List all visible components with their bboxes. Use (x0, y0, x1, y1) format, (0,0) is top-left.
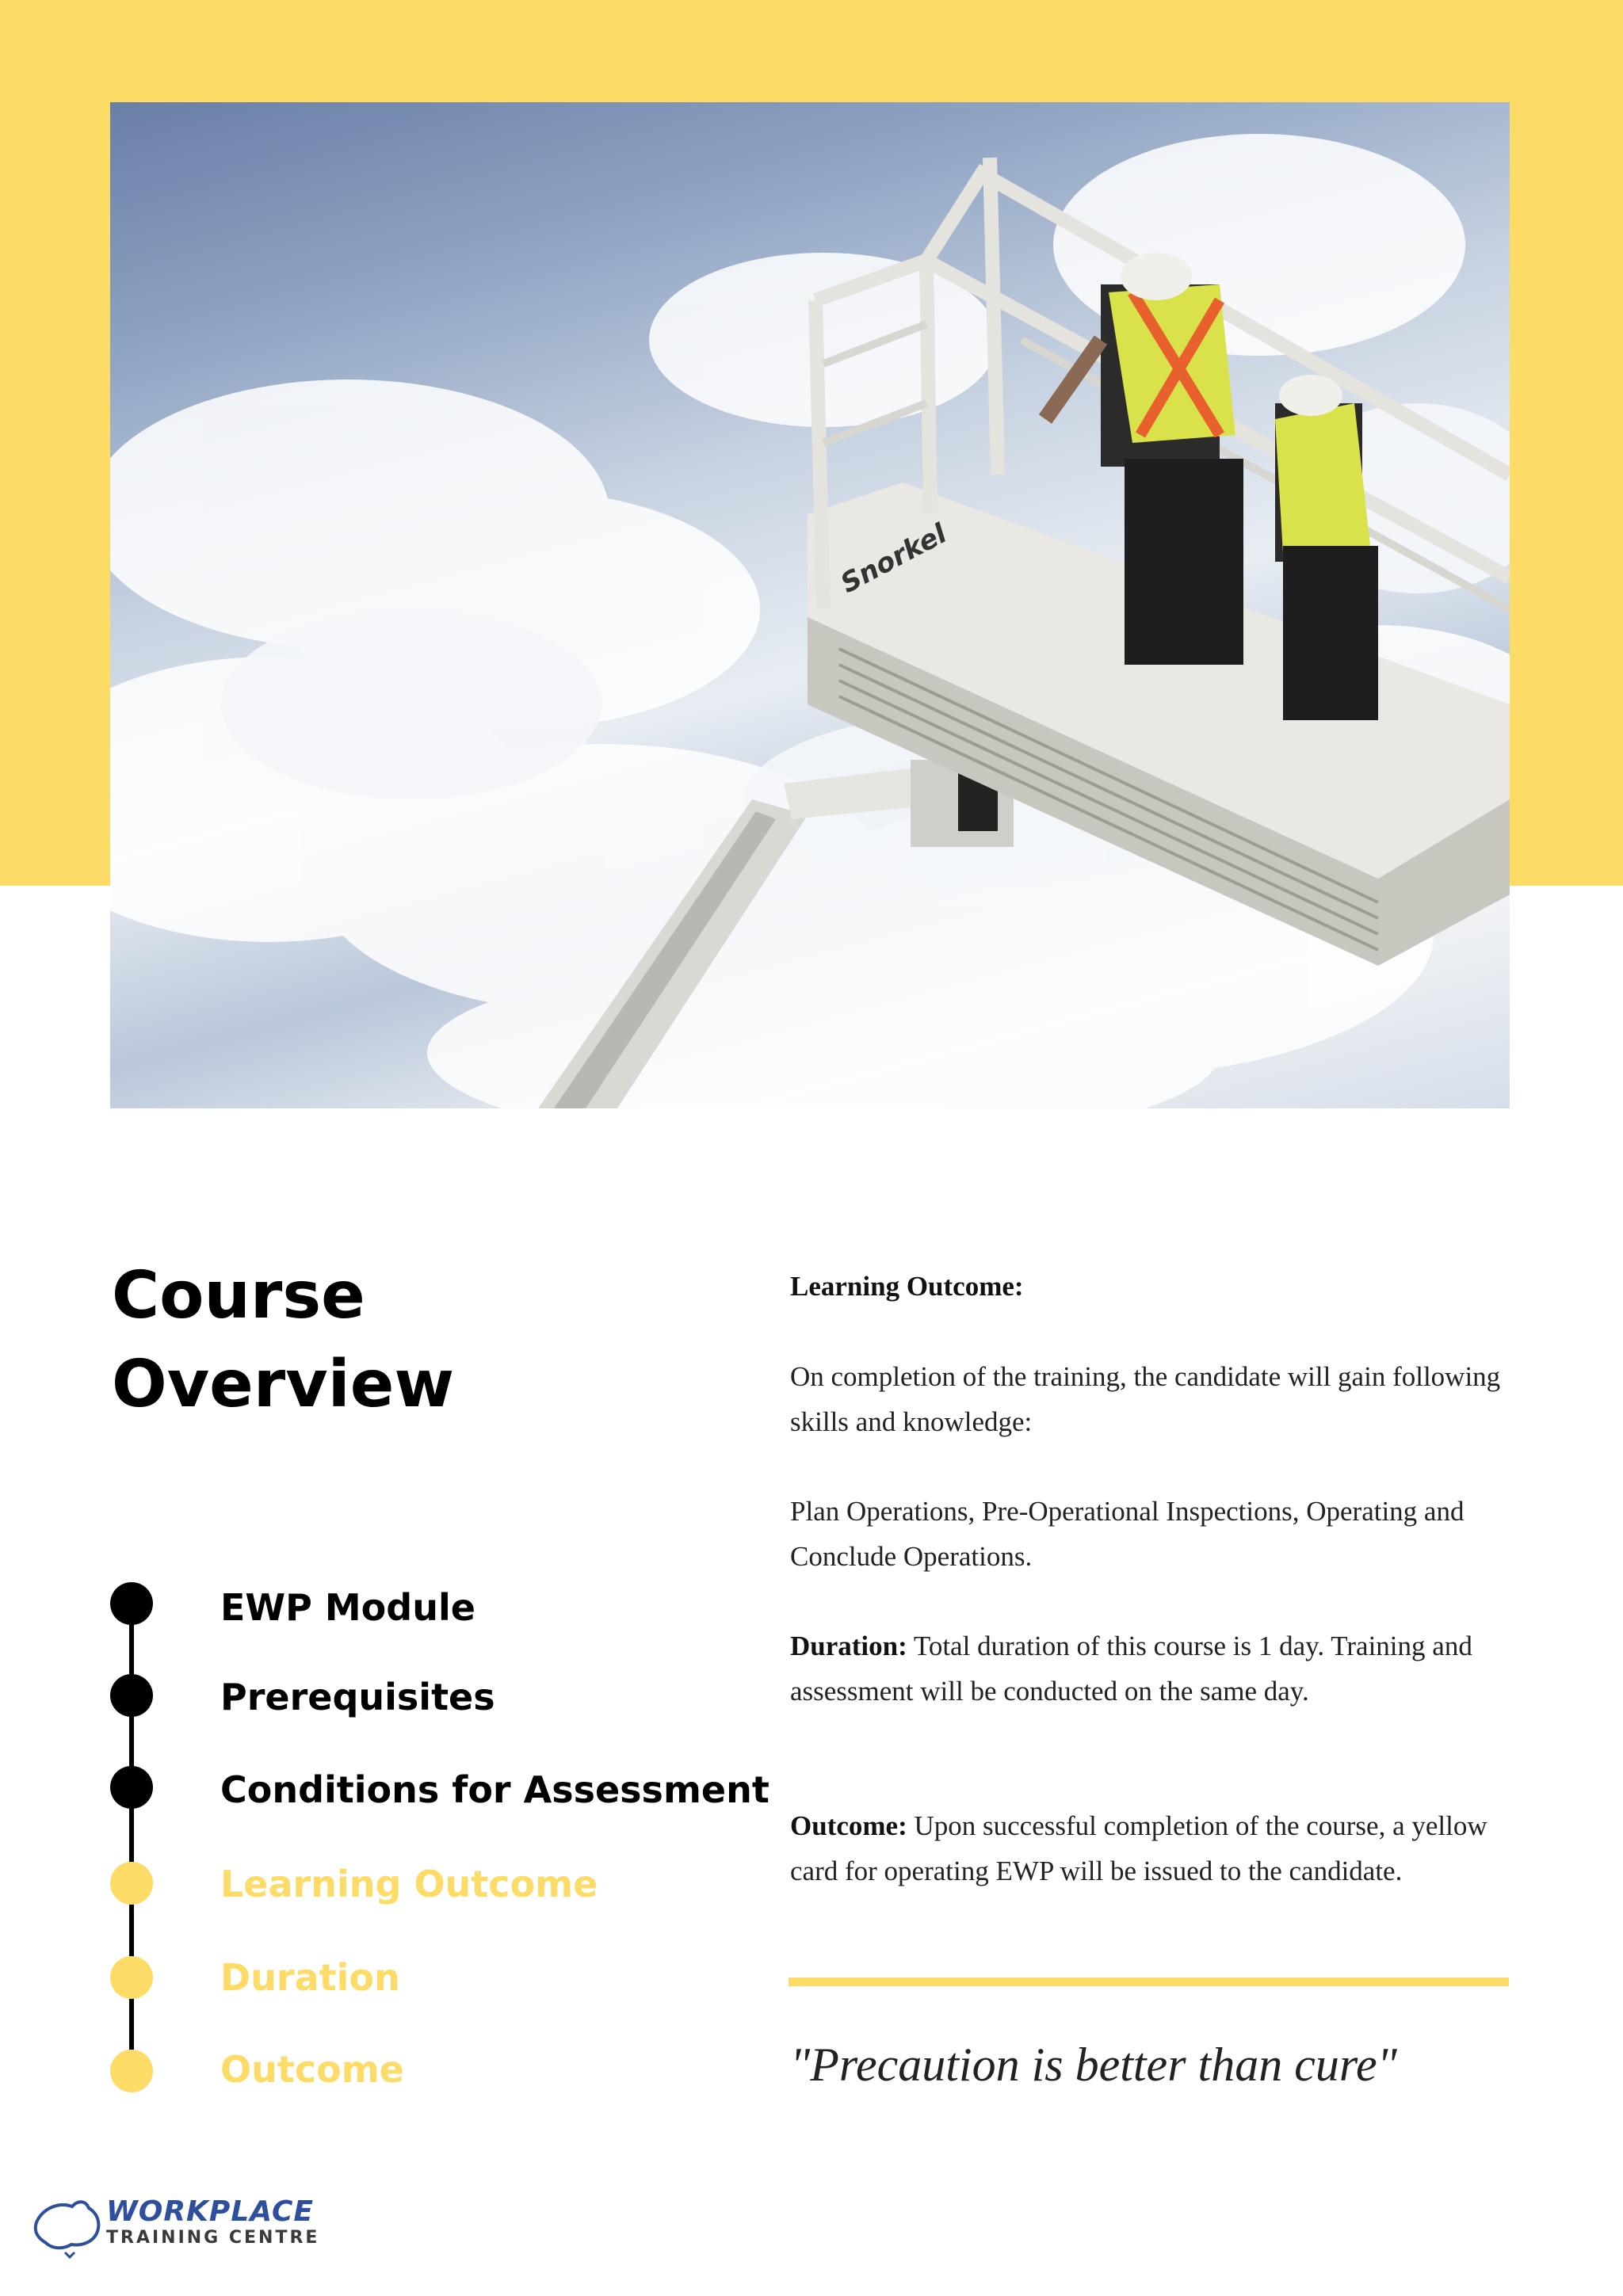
timeline-item-ewp-module: EWP Module (220, 1586, 475, 1629)
timeline-item-prerequisites: Prerequisites (220, 1676, 495, 1718)
timeline-dot-current (110, 1862, 153, 1905)
timeline-dot-completed (110, 1766, 153, 1809)
yellow-divider (789, 1978, 1509, 1986)
logo-subline: TRAINING CENTRE (106, 2228, 320, 2248)
outcome-label: Outcome: (790, 1810, 907, 1841)
duration-paragraph (790, 1623, 1519, 1714)
learning-outcome-skills: Plan Operations, Pre-Operational Inspections, Operating and Conclude Operations. (790, 1496, 1465, 1572)
learning-outcome-heading: Learning Outcome: (790, 1271, 1024, 1302)
boom-lift-illustration (110, 102, 1510, 1108)
timeline-item-duration: Duration (220, 1956, 400, 1999)
hero-photo (110, 102, 1510, 1108)
title-line-2: Overview (112, 1347, 455, 1422)
timeline-item-conditions-for-assessment: Conditions for Assessment (220, 1768, 769, 1811)
workplace-training-centre-logo[interactable] (29, 2191, 346, 2262)
title-line-1: Course (112, 1258, 365, 1333)
quote: "Precaution is better than cure" (790, 2039, 1397, 2091)
timeline-dot-completed (110, 1582, 153, 1625)
learning-outcome-intro: On completion of the training, the candidate will gain following skills and knowledge: (790, 1361, 1501, 1437)
timeline-dot-current (110, 2050, 153, 2092)
snorkel-brand-text: Snorkel (835, 517, 953, 600)
timeline-item-outcome: Outcome (220, 2048, 404, 2091)
duration-label: Duration: (790, 1630, 907, 1661)
logo-wordmark: WORKPLACE (106, 2195, 315, 2228)
timeline-item-learning-outcome: Learning Outcome (220, 1863, 598, 1905)
outcome-text: Upon successful completion of the course, a yellow card for operating EWP will be issued to the candidate. (790, 1810, 1487, 1886)
page-title (112, 1252, 454, 1429)
duration-text: Total duration of this course is 1 day. Training and assessment will be conducted on the same day. (790, 1630, 1472, 1707)
timeline-dot-current (110, 1956, 153, 1999)
timeline-dot-completed (110, 1674, 153, 1717)
outcome-paragraph (790, 1803, 1519, 1894)
australia-outline-icon (29, 2191, 108, 2262)
